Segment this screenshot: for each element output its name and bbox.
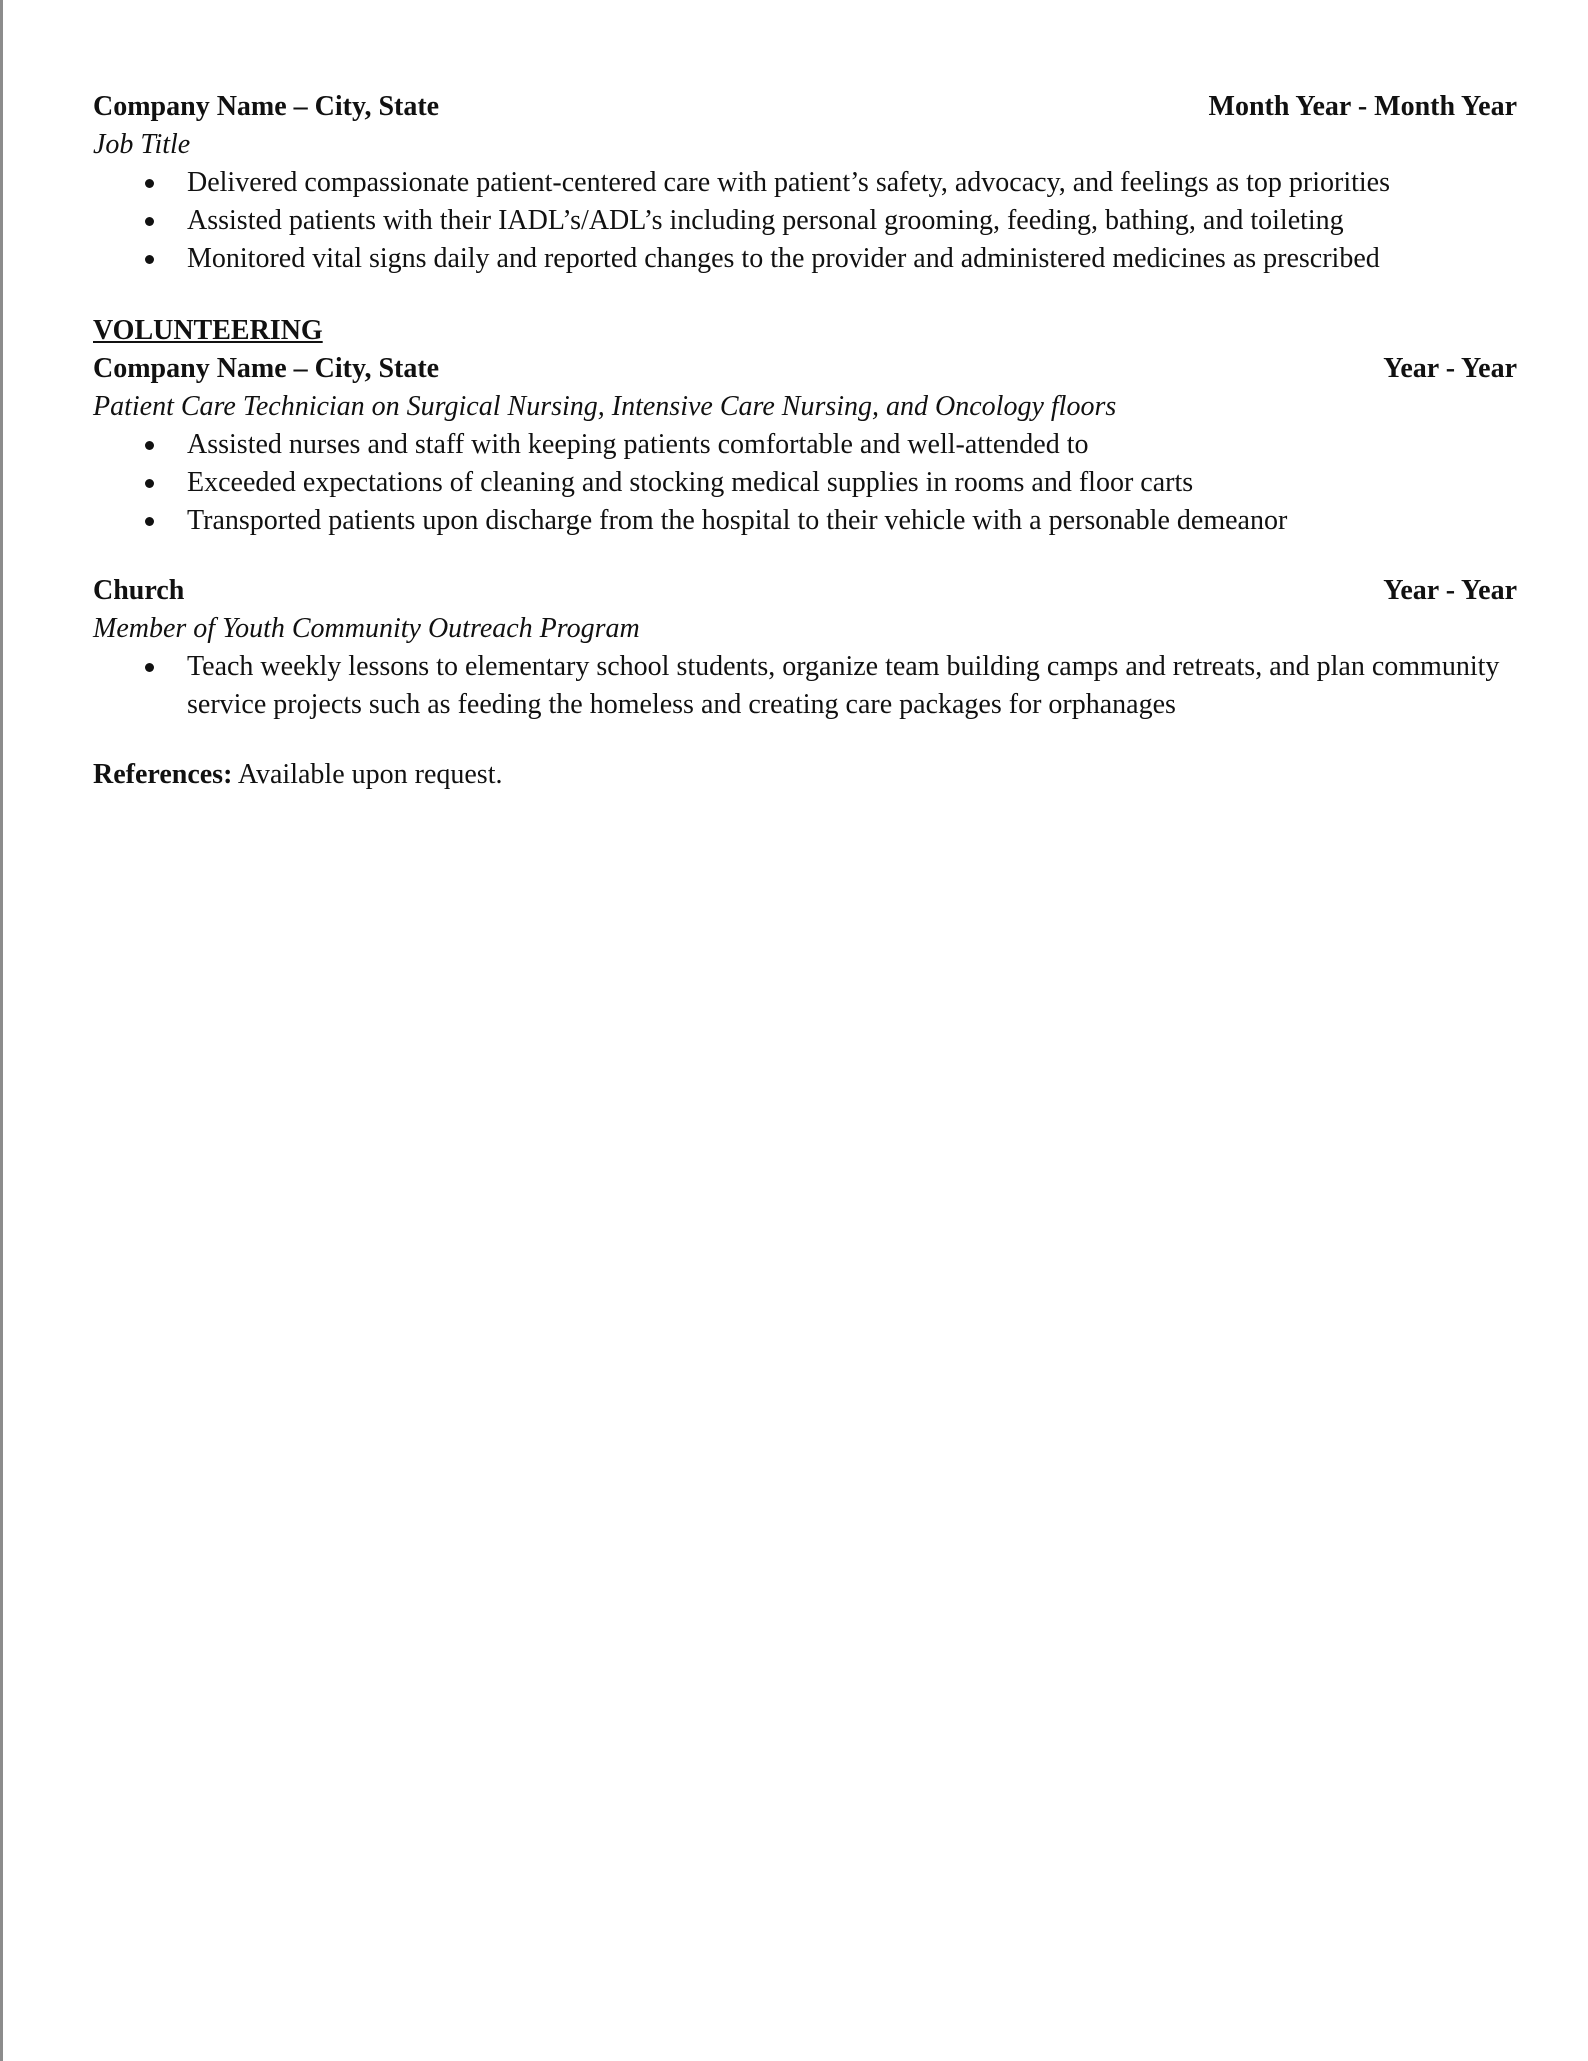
references-line bbox=[93, 756, 1517, 794]
volunteering-entry bbox=[93, 350, 1517, 540]
bullet-list bbox=[93, 648, 1517, 724]
section-heading-volunteering: VOLUNTEERING bbox=[93, 315, 323, 346]
bullet-item bbox=[93, 164, 1517, 202]
bullet-item bbox=[93, 240, 1517, 278]
experience-entry bbox=[93, 88, 1517, 278]
bullet-icon bbox=[145, 663, 154, 672]
bullet-icon bbox=[145, 517, 154, 526]
entry-dates: Month Year - Month Year bbox=[1208, 91, 1517, 122]
bullet-text: Transported patients upon discharge from the hospital to their vehicle with a personable demeanor bbox=[187, 505, 1288, 536]
bullet-text: Exceeded expectations of cleaning and stocking medical supplies in rooms and floor carts bbox=[187, 467, 1194, 498]
bullet-icon bbox=[145, 179, 154, 188]
bullet-text: Assisted nurses and staff with keeping patients comfortable and well-attended to bbox=[187, 429, 1089, 460]
volunteering-entry bbox=[93, 572, 1517, 724]
references-label: References: bbox=[93, 759, 233, 790]
bullet-text: Delivered compassionate patient-centered care with patient’s safety, advocacy, and feelings as top priorities bbox=[187, 167, 1391, 198]
entry-header bbox=[93, 350, 1517, 388]
bullet-icon bbox=[145, 479, 154, 488]
company-name: Company Name – City, State bbox=[93, 91, 440, 122]
bullet-list bbox=[93, 164, 1517, 278]
bullet-item bbox=[93, 648, 1517, 724]
bullet-item bbox=[93, 464, 1517, 502]
job-title: Job Title bbox=[93, 129, 191, 160]
entry-header bbox=[93, 88, 1517, 126]
bullet-text: Monitored vital signs daily and reported changes to the provider and administered medicines as prescribed bbox=[187, 243, 1380, 274]
bullet-item bbox=[93, 426, 1517, 464]
bullet-icon bbox=[145, 255, 154, 264]
references-text: Available upon request. bbox=[232, 759, 503, 790]
organization-name: Church bbox=[93, 575, 185, 606]
bullet-list bbox=[93, 426, 1517, 540]
entry-header bbox=[93, 572, 1517, 610]
bullet-item bbox=[93, 502, 1517, 540]
bullet-icon bbox=[145, 441, 154, 450]
resume-page bbox=[93, 88, 1517, 794]
company-name: Company Name – City, State bbox=[93, 353, 440, 384]
bullet-icon bbox=[145, 217, 154, 226]
bullet-item bbox=[93, 202, 1517, 240]
page-left-border bbox=[0, 0, 3, 2061]
bullet-text: Assisted patients with their IADL’s/ADL’s including personal grooming, feeding, bathing, and toileting bbox=[187, 205, 1344, 236]
job-title: Patient Care Technician on Surgical Nursing, Intensive Care Nursing, and Oncology floors bbox=[93, 391, 1117, 422]
entry-dates: Year - Year bbox=[1383, 575, 1517, 606]
role-title: Member of Youth Community Outreach Program bbox=[93, 613, 640, 644]
entry-dates: Year - Year bbox=[1383, 353, 1517, 384]
bullet-text: Teach weekly lessons to elementary school students, organize team building camps and retreats, and plan community service projects such as feeding the homeless and creating care packages for orphanages bbox=[187, 651, 1500, 720]
